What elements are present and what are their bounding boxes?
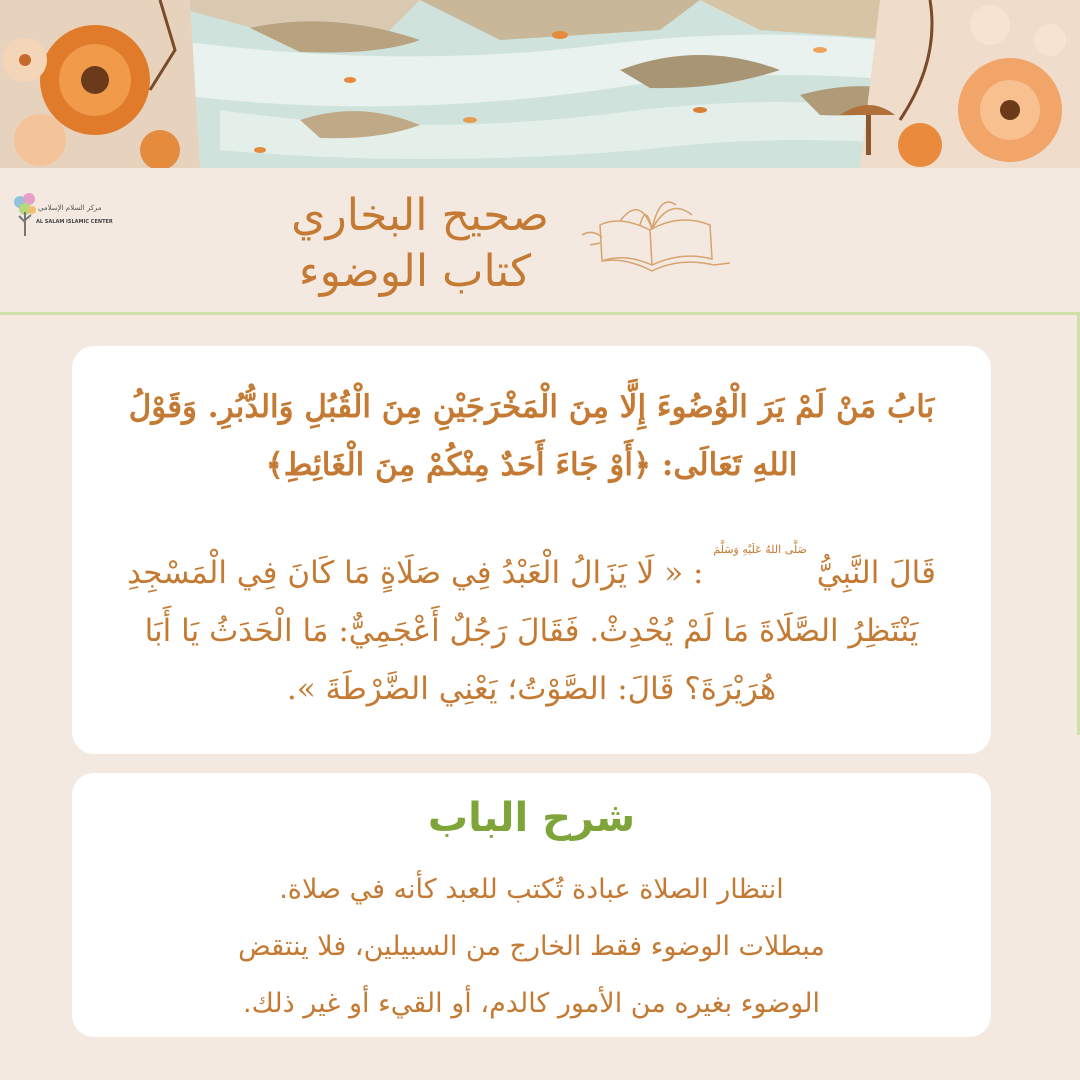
tree-logo-icon: [12, 190, 38, 240]
explanation-line: مبطلات الوضوء فقط الخارج من السبيلين، فلا ينتقض: [238, 931, 825, 962]
explanation-title: شرح الباب: [427, 795, 636, 841]
hadith-card: [72, 346, 991, 754]
explanation-line: انتظار الصلاة عبادة تُكتب للعبد كأنه في صلاة.: [279, 874, 784, 905]
chapter-heading: بَابُ مَنْ لَمْ يَرَ الْوُضُوءَ إِلَّا مِنَ الْمَخْرَجَيْنِ مِنَ الْقُبُلِ وَالدُّبُرِ. وَقَوْلُ اللهِ تَعَالَى: ﴿أَوْ جَاءَ أَحَدٌ مِنْكُمْ مِنَ الْغَائِطِ﴾: [128, 389, 935, 483]
explanation-card: [72, 773, 991, 1037]
hadith-intro: قَالَ النَّبِيُّ: [816, 555, 936, 591]
header-divider: [0, 312, 1080, 315]
salutation-glyph: صَلَّى اللهُ عَلَيْهِ وَسَلَّمَ: [713, 543, 807, 556]
book-title: صحيح البخاري: [291, 190, 549, 241]
banner-illustration: [0, 0, 1080, 168]
hadith-text: [112, 544, 951, 718]
explanation-line: الوضوء بغيره من الأمور كالدم، أو القيء أو غير ذلك.: [243, 988, 820, 1019]
chapter-book-title: كتاب الوضوء: [298, 246, 532, 297]
open-book-icon: [580, 185, 740, 285]
logo-name-english: AL SALAM ISLAMIC CENTER: [36, 219, 113, 225]
logo: [12, 190, 113, 246]
hadith-body: : « لَا يَزَالُ الْعَبْدُ فِي صَلَاةٍ مَا كَانَ فِي الْمَسْجِدِ يَنْتَظِرُ الصَّلَاةَ مَا لَمْ يُحْدِثْ. فَقَالَ رَجُلٌ أَعْجَمِيٌّ: مَا الْحَدَثُ يَا أَبَا هُرَيْرَةَ؟ قَالَ: الصَّوْتُ؛ يَعْنِي الضَّرْطَةَ ».: [127, 555, 919, 707]
explanation-body: [122, 861, 941, 1032]
logo-name-arabic: مركز السلام الإسلامي: [38, 204, 102, 212]
